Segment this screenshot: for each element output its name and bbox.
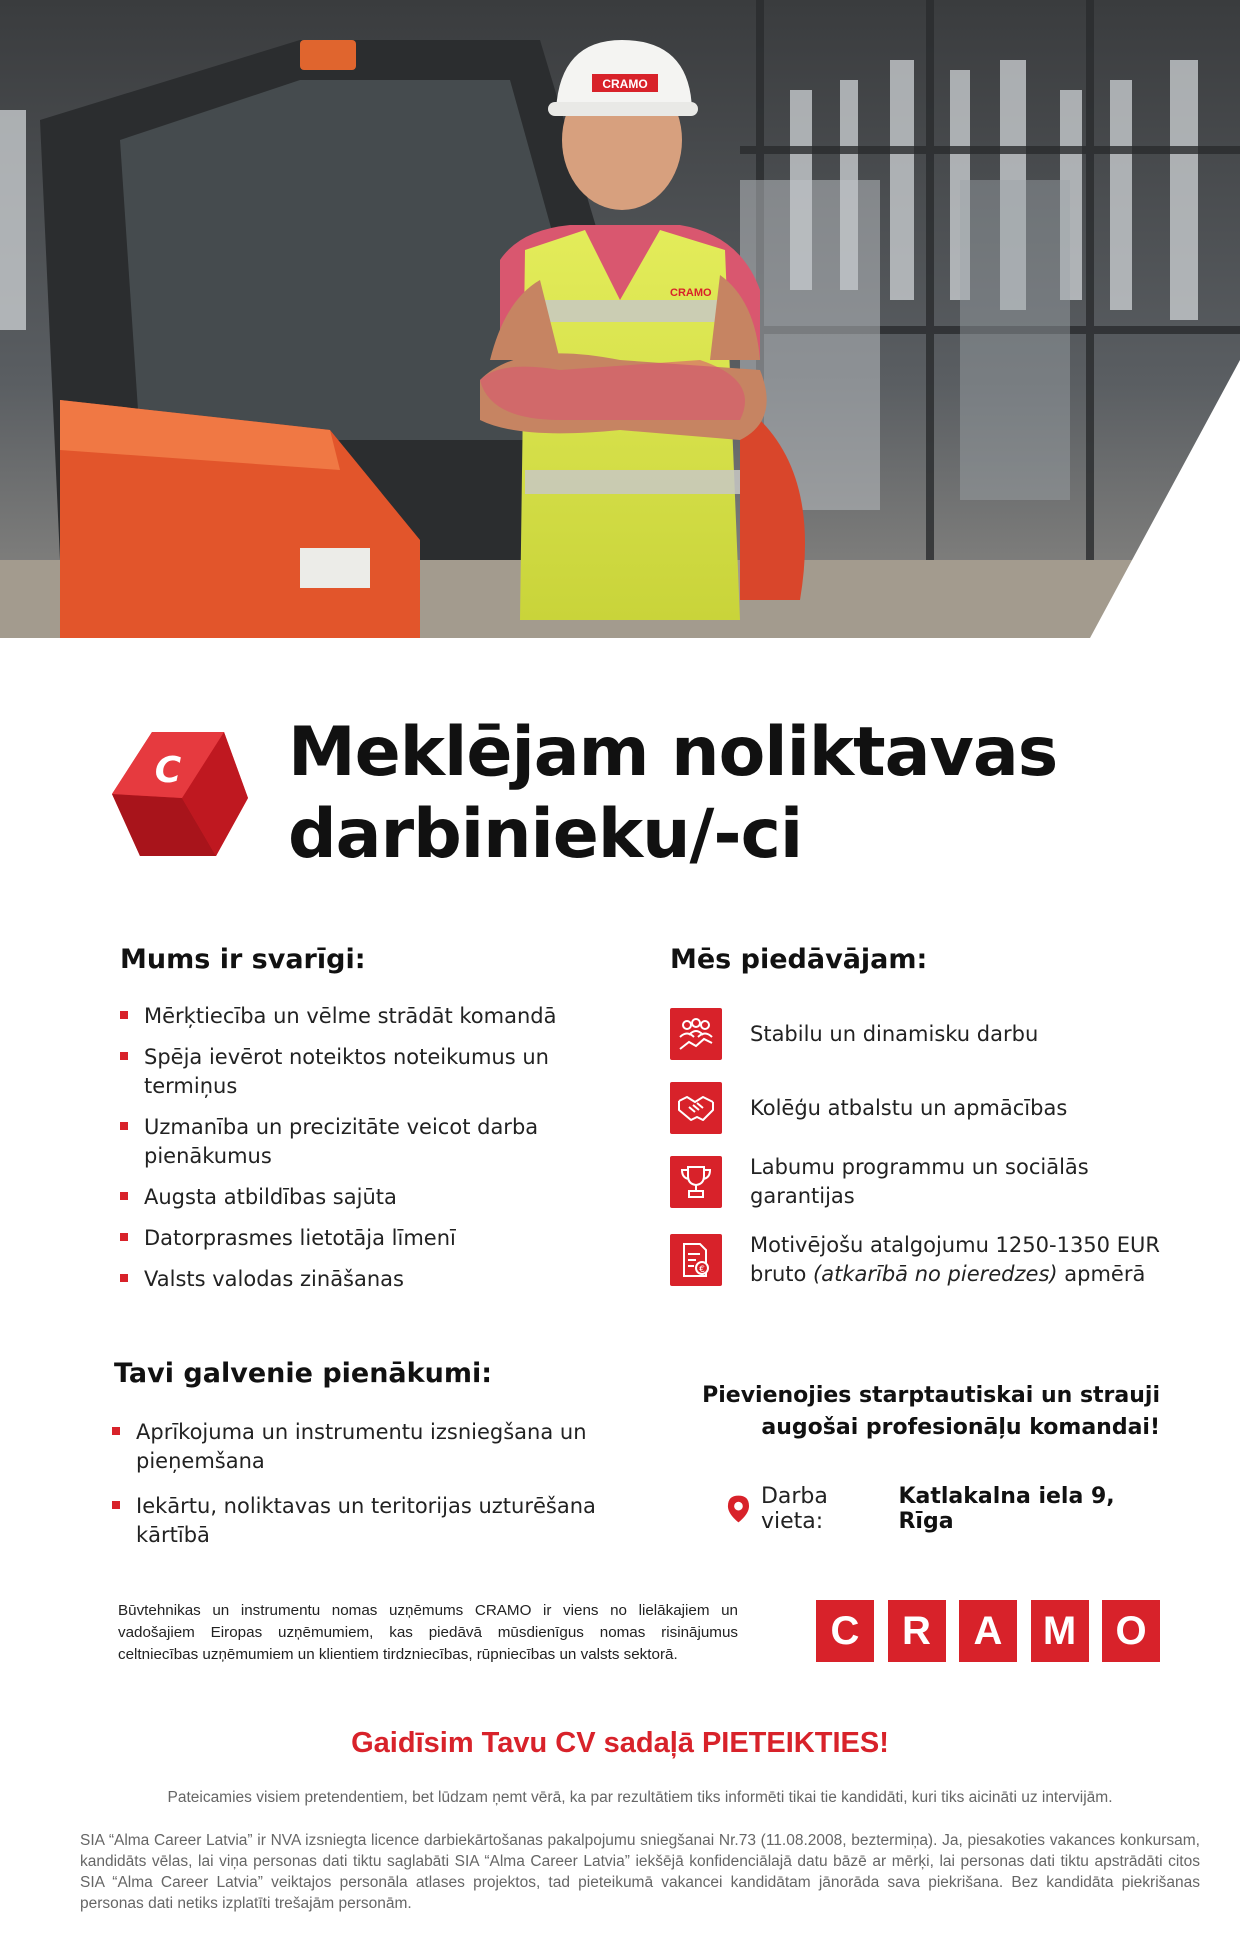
work-location xyxy=(726,1484,1166,1534)
company-about: Būvtehnikas un instrumentu nomas uzņēmums CRAMO ir viens no lielākajiem un vadošajiem Eiropas uzņēmumiem, kas piedāvā mūsdienīgus nomas risinājumus celtniecības uzņēmumiem un klientiem tirdzniecības, rūpniecības un valsts sektorā. xyxy=(118,1602,738,1663)
hero-photo xyxy=(0,0,1240,638)
list-item: Valsts valodas zināšanas xyxy=(120,1265,590,1294)
offer-text: Stabilu un dinamisku darbu xyxy=(750,1021,1039,1046)
apply-call-to-action: Gaidīsim Tavu CV sadaļā PIETEIKTIES! xyxy=(351,1727,889,1759)
cube-letter: C xyxy=(154,750,182,791)
bullet-icon xyxy=(120,1274,128,1282)
salary-document-icon xyxy=(670,1234,722,1286)
team-growth-icon xyxy=(670,1008,722,1060)
join-message: Pievienojies starptautiskai un strauji augošai profesionāļu komandai! xyxy=(702,1383,1160,1440)
list-item: Uzmanība un precizitāte veicot darba pienākumus xyxy=(120,1113,590,1171)
offer-item xyxy=(668,1006,1188,1062)
hero-illustration xyxy=(0,0,1240,638)
bullet-icon xyxy=(120,1192,128,1200)
offers-title: Mēs piedāvājam: xyxy=(670,944,928,975)
logo-letter: O xyxy=(1102,1600,1160,1662)
duties-list xyxy=(112,1418,612,1562)
list-item: Spēja ievērot noteiktos noteikumus un termiņus xyxy=(120,1043,590,1101)
trophy-icon xyxy=(670,1156,722,1208)
list-item: Datorprasmes lietotāja līmenī xyxy=(120,1224,590,1253)
list-item: Mērķtiecība un vēlme strādāt komandā xyxy=(120,1002,590,1031)
logo-letter: R xyxy=(888,1600,946,1662)
list-item: Iekārtu, noliktavas un teritorijas uzturēšana kārtībā xyxy=(112,1492,612,1550)
bullet-icon xyxy=(120,1011,128,1019)
logo-letter: A xyxy=(959,1600,1017,1662)
list-item: Augsta atbildības sajūta xyxy=(120,1183,590,1212)
location-pin-icon xyxy=(726,1494,751,1524)
location-label: Darba vieta: xyxy=(760,1484,828,1534)
helmet-brand-text: CRAMO xyxy=(602,77,648,91)
cramo-logo xyxy=(816,1600,1160,1662)
bullet-icon xyxy=(120,1052,128,1060)
bullet-icon xyxy=(120,1122,128,1130)
requirements-title: Mums ir svarīgi: xyxy=(120,944,366,975)
requirements-list xyxy=(120,1002,590,1306)
offer-item xyxy=(668,1080,1188,1136)
headline-line-1: Meklējam noliktavas xyxy=(288,713,1058,792)
thanks-note: Pateicamies visiem pretendentiem, bet lūdzam ņemt vērā, ka par rezultātiem tiks informēti tikai tie kandidāti, kuri tiks aicināti uz intervijām. xyxy=(167,1789,1113,1806)
location-value: Katlakalna iela 9, Rīga xyxy=(898,1484,1115,1534)
offer-item xyxy=(668,1232,1188,1288)
handshake-icon xyxy=(670,1082,722,1134)
cramo-cube-logo xyxy=(112,728,248,860)
vest-brand-text: CRAMO xyxy=(670,287,712,299)
logo-letter: M xyxy=(1031,1600,1089,1662)
list-item: Aprīkojuma un instrumentu izsniegšana un pieņemšana xyxy=(112,1418,612,1476)
offers-list xyxy=(668,1006,1188,1306)
logo-letter: C xyxy=(816,1600,874,1662)
offer-text: Labumu programmu un sociālās garantijas xyxy=(750,1155,1089,1208)
bullet-icon xyxy=(120,1233,128,1241)
offer-text: Motivējošu atalgojumu 1250-1350 EUR bruto (atkarībā no pieredzes) apmērā xyxy=(750,1233,1160,1286)
page-title xyxy=(288,712,1188,876)
offer-item xyxy=(668,1154,1188,1210)
headline-line-2: darbinieku/-ci xyxy=(288,795,803,874)
offer-text: Kolēģu atbalstu un apmācības xyxy=(750,1095,1068,1120)
bullet-icon xyxy=(112,1501,120,1509)
svg-text:€: € xyxy=(699,1265,705,1275)
duties-title: Tavi galvenie pienākumi: xyxy=(114,1358,493,1389)
bullet-icon xyxy=(112,1427,120,1435)
legal-disclaimer: SIA “Alma Career Latvia” ir NVA izsniegta licence darbiekārtošanas pakalpojumu sniegšanai Nr.73 (11.08.2008, beztermiņa). Ja, piesakoties vakances konkursam, kandidāts vēlas, lai viņa personas dati tiktu saglabāti SIA “Alma Career Latvia” iekšējā konfidenciālajā datu bāzē ar mērķi, lai personas dati tiktu apstrādāti citos SIA “Alma Career Latvia” veiktajos personāla atlases projektos, tad pieteikumā vakancei kandidātam jānorāda sava piekrišana. Bez kandidāta piekrišanas personas dati netiks izplatīti trešajām personām. xyxy=(80,1832,1200,1912)
